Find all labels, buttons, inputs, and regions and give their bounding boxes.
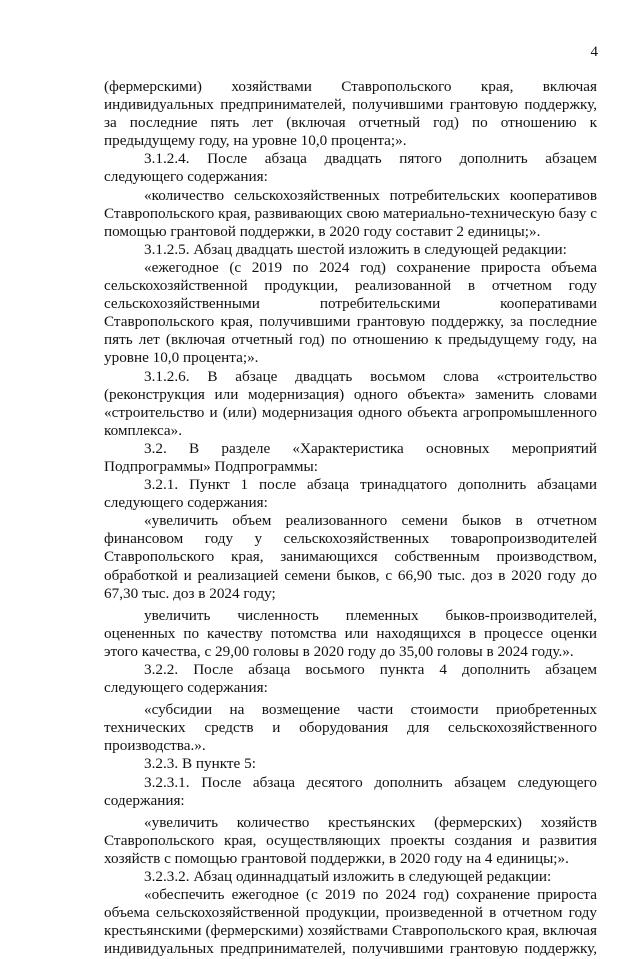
paragraph: 3.2.1. Пункт 1 после абзаца тринадцатого дополнить абзацами следующего содержания: xyxy=(104,476,597,512)
paragraph: 3.2.3. В пункте 5: xyxy=(144,755,256,773)
paragraph: 3.2. В разделе «Характеристика основных мероприятий Подпрограммы» Подпрограммы: xyxy=(104,439,597,475)
paragraph: 3.1.2.5. Абзац двадцать шестой изложить в следующей редакции: xyxy=(144,240,567,258)
paragraph: 3.2.2. После абзаца восьмого пункта 4 дополнить абзацем следующего содержания: xyxy=(104,661,597,697)
page-number: 4 xyxy=(590,44,598,60)
paragraph: 3.2.3.1. После абзаца десятого дополнить абзацем следующего содержания: xyxy=(104,773,597,809)
paragraph: (фермерскими) хозяйствами Ставропольского края, включая индивидуальных предпринимателей, получившими грантовую поддержку, за последние пять лет (включая отчетный год) по отношению к предыдущему году, на уровне 10,0 процента;». xyxy=(104,78,597,150)
paragraph: 3.2.3.2. Абзац одиннадцатый изложить в следующей редакции: xyxy=(144,868,552,886)
paragraph: «количество сельскохозяйственных потребительских кооперативов Ставропольского края, развивающих свою материально-техническую базу с помощью грантовой поддержки, в 2020 году составит 2 единицы;». xyxy=(104,186,597,240)
paragraph: «субсидии на возмещение части стоимости приобретенных технических средств и оборудования для сельскохозяйственного производства.». xyxy=(104,701,597,755)
document-body xyxy=(104,78,597,959)
paragraph: увеличить численность племенных быков-производителей, оцененных по качеству потомства или находящихся в процессе оценки этого качества, с 29,00 головы в 2020 году до 35,00 головы в 2024 году.». xyxy=(104,606,597,660)
paragraph: 3.1.2.6. В абзаце двадцать восьмом слова «строительство (реконструкция или модернизация) одного объекта» заменить словами «строительство и (или) модернизация одного объекта агропромышленного комплекса». xyxy=(104,367,597,439)
paragraph: 3.1.2.4. После абзаца двадцать пятого дополнить абзацем следующего содержания: xyxy=(104,150,597,186)
paragraph: «увеличить объем реализованного семени быков в отчетном финансовом году у сельскохозяйственных товаропроизводителей Ставропольского края, занимающихся собственным производством, обработкой и реализацией семени быков, с 66,90 тыс. доз в 2020 году до 67,30 тыс. доз в 2024 году; xyxy=(104,512,597,602)
paragraph: «ежегодное (с 2019 по 2024 год) сохранение прироста объема сельскохозяйственной продукции, реализованной в отчетном году сельскохозяйственными потребительскими кооперативами Ставропольского края, получившими грантовую поддержку, за последние пять лет (включая отчетный год) по отношению к предыдущему году, на уровне 10,0 процента;». xyxy=(104,258,597,367)
paragraph: «увеличить количество крестьянских (фермерских) хозяйств Ставропольского края, осуществляющих проекты создания и развития хозяйств с помощью грантовой поддержки, в 2020 году на 4 единицы;». xyxy=(104,813,597,867)
paragraph: «обеспечить ежегодное (с 2019 по 2024 год) сохранение прироста объема сельскохозяйственной продукции, произведенной в отчетном году крестьянскими (фермерскими) хозяйствами Ставропольского края, включая индивидуальных предпринимателей, получившими грантовую поддержку, xyxy=(104,886,597,958)
